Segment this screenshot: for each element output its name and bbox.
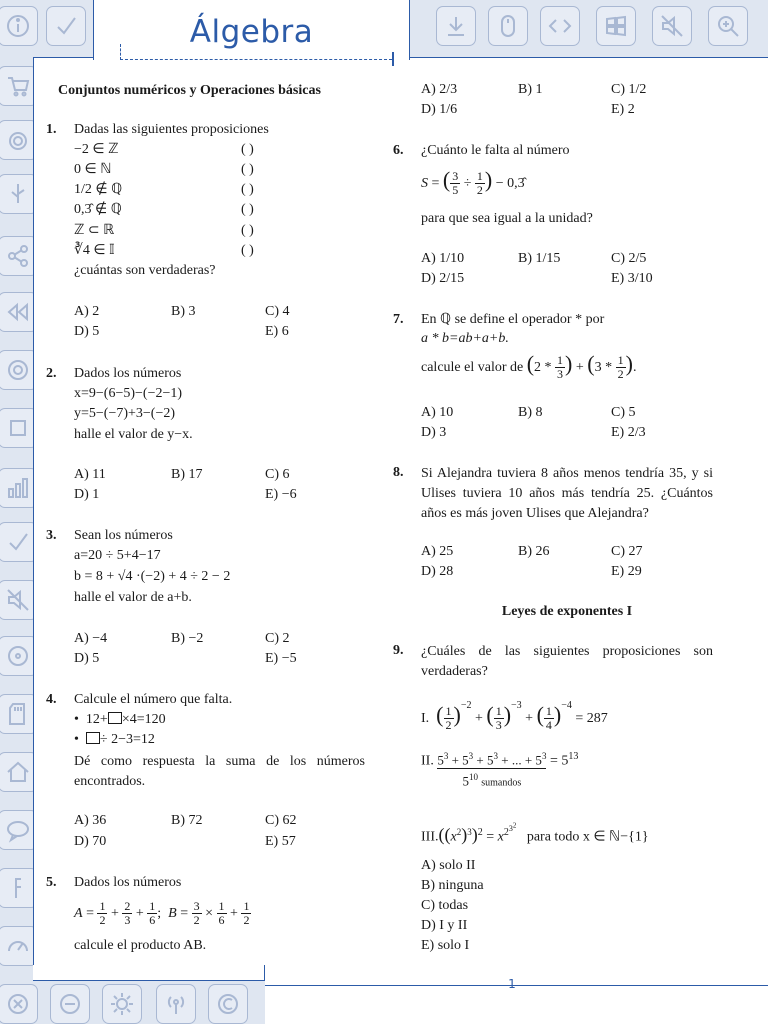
question-ask: Dé como respuesta la suma de los números encontrados. — [74, 754, 365, 789]
answer-option: B) 3 — [171, 304, 196, 319]
zoom-in-icon — [708, 6, 748, 46]
answer-option: E) −6 — [265, 487, 297, 502]
answer-option: B) −2 — [171, 631, 204, 646]
windows-icon — [596, 6, 636, 46]
question-ask: halle el valor de y−x. — [74, 427, 193, 442]
equation-s: S = ( $\frac{3}{5}$ ÷ $\frac{1}{2}$ ) − 0,3̂ — [421, 167, 525, 198]
answer-option: E) 2 — [611, 102, 635, 117]
answer-blank: ( ) — [241, 162, 254, 177]
equation: y=5−(−7)+3−(−2) — [74, 406, 176, 421]
info-icon — [0, 6, 38, 46]
answer-option: C) 1/2 — [611, 82, 647, 97]
minus-icon — [50, 984, 90, 1024]
question-number: 8. — [393, 465, 404, 480]
equation-a-b: A = $\frac{1}{2}$ + $\frac{2}{3}$ + $\frac{1}{6}$ ; B = $\frac{3}{2}$ × $\frac{1}{6}$ + $\frac{1}{2}$ — [74, 899, 250, 928]
question-number: 9. — [393, 643, 404, 658]
title-dashed-rule — [120, 59, 392, 60]
page-number: 1 — [508, 977, 516, 991]
question-number: 7. — [393, 312, 404, 327]
answer-option: B) 8 — [518, 405, 543, 420]
answer-option: E) 29 — [611, 564, 642, 579]
answer-blank: ( ) — [241, 182, 254, 197]
copyright-icon — [208, 984, 248, 1024]
question-number: 3. — [46, 528, 57, 543]
answer-option: A) 2/3 — [421, 82, 458, 97]
page-sheet-bottom — [33, 965, 265, 981]
answer-option: D) 2/15 — [421, 271, 465, 286]
equation: a=20 ÷ 5+4−17 — [74, 548, 161, 563]
answer-option: D) 3 — [421, 425, 447, 440]
answer-option: D) 5 — [74, 324, 100, 339]
question-stem: Calcule el número que falta. — [74, 692, 233, 707]
section-heading: Leyes de exponentes I — [501, 604, 633, 619]
question-number: 1. — [46, 122, 57, 137]
bullet-icon: • — [74, 732, 86, 747]
sun-icon — [102, 984, 142, 1024]
answer-option: A) solo II — [421, 858, 476, 873]
proposition: ℤ ⊂ ℝ — [74, 223, 115, 238]
answer-option: A) 25 — [421, 544, 454, 559]
question-stem: Dados los números — [74, 875, 182, 890]
question-ask-expression: calcule el valor de (2 * $\frac{1}{3}$ ) + (3 * $\frac{1}{2}$ ). — [421, 351, 637, 382]
operator-definition: a * b=ab+a+b. — [421, 331, 509, 346]
proposition: ∛4 ∈ 𝕀 — [74, 243, 115, 258]
answer-option: B) 72 — [171, 813, 203, 828]
proposition: −2 ∈ ℤ — [74, 142, 119, 157]
answer-option: E) 3/10 — [611, 271, 653, 286]
question-number: 6. — [393, 143, 404, 158]
answer-option: C) 2 — [265, 631, 290, 646]
answer-option: C) 5 — [611, 405, 636, 420]
answer-blank: ( ) — [241, 142, 254, 157]
question-ask: ¿cuántas son verdaderas? — [74, 263, 216, 278]
answer-blank: ( ) — [241, 202, 254, 217]
answer-option: D) 70 — [74, 834, 107, 849]
question-stem: Dados los números — [74, 366, 182, 381]
question-number: 5. — [46, 875, 57, 890]
proposition: 1/2 ∉ ℚ — [74, 182, 123, 197]
answer-option: B) 26 — [518, 544, 550, 559]
answer-option: C) todas — [421, 898, 469, 913]
proposition-iii: $III.((x^2)^3)^2 = x^{2^{3^2}}$ para todo x ∈ ℕ−{1} — [421, 821, 649, 845]
page-title: Álgebra — [189, 14, 314, 50]
question-ask: calcule el producto AB. — [74, 938, 207, 953]
answer-option: C) 27 — [611, 544, 643, 559]
answer-option: D) 1 — [74, 487, 100, 502]
question-stem: ¿Cuánto le falta al número — [421, 143, 570, 158]
answer-option: D) I y II — [421, 918, 468, 933]
answer-option: B) 1/15 — [518, 251, 561, 266]
bullet-equation: • 12+ ×4=120 — [74, 712, 166, 727]
code-icon — [540, 6, 580, 46]
title-tick-mark — [392, 52, 394, 66]
answer-option: C) 6 — [265, 467, 290, 482]
download-icon — [436, 6, 476, 46]
equation: b = 8 + √4 ·(−2) + 4 ÷ 2 − 2 — [74, 569, 231, 584]
answer-option: B) 1 — [518, 82, 543, 97]
answer-option: A) −4 — [74, 631, 108, 646]
section-heading: Conjuntos numéricos y Operaciones básicas — [58, 83, 321, 98]
blank-box — [108, 712, 122, 724]
answer-option: E) 57 — [265, 834, 296, 849]
question-stem: Si Alejandra tuviera 8 años menos tendría 35, y si Ulises tuviera 10 años más tendría 25. ¿Cuántos años es más joven Ulises que Alejandra? — [421, 466, 713, 521]
answer-option: E) −5 — [265, 651, 297, 666]
proposition: 0,3̂ ∉ ℚ — [74, 202, 122, 217]
answer-option: A) 2 — [74, 304, 100, 319]
question-stem: ¿Cuáles de las siguientes proposiciones son verdaderas? — [421, 644, 713, 679]
answer-option: A) 11 — [74, 467, 106, 482]
mouse-icon — [488, 6, 528, 46]
broadcast-icon — [156, 984, 196, 1024]
question-ask: halle el valor de a+b. — [74, 590, 192, 605]
answer-option: D) 5 — [74, 651, 100, 666]
question-ask: para que sea igual a la unidad? — [421, 211, 593, 226]
answer-option: E) solo I — [421, 938, 470, 953]
answer-option: E) 6 — [265, 324, 289, 339]
mute-icon — [652, 6, 692, 46]
checkmark-icon — [46, 6, 86, 46]
proposition-ii: II. $5^3 + 5^3 + 5^3$ + ... + $5^3$ $5^{10}$ sumandos = $5^{13}$ — [421, 748, 578, 792]
answer-option: A) 1/10 — [421, 251, 465, 266]
bullet-equation: • ÷ 2−3=12 — [74, 732, 155, 747]
bullet-icon: • — [74, 712, 86, 727]
question-stem: Dadas las siguientes proposiciones — [74, 122, 269, 137]
question-stem: En ℚ se define el operador * por — [421, 312, 605, 327]
answer-option: B) ninguna — [421, 878, 484, 893]
title-dashed-rule-left — [120, 44, 121, 60]
question-number: 2. — [46, 366, 57, 381]
answer-option: E) 2/3 — [611, 425, 646, 440]
answer-option: C) 2/5 — [611, 251, 647, 266]
close-icon — [0, 984, 38, 1024]
answer-option: D) 28 — [421, 564, 454, 579]
question-stem: Sean los números — [74, 528, 173, 543]
answer-option: B) 17 — [171, 467, 203, 482]
page-footer-area — [265, 965, 768, 1024]
answer-option: D) 1/6 — [421, 102, 458, 117]
proposition-i: I. ( $\frac{1}{2}$ )$^{-2}$ + ( $\frac{1}{3}$ )$^{-3}$ + ( $\frac{1}{4}$ )$^{-4}$ = 287 — [421, 700, 608, 733]
proposition: 0 ∈ ℕ — [74, 162, 112, 177]
question-number: 4. — [46, 692, 57, 707]
equation: x=9−(6−5)−(−2−1) — [74, 386, 183, 401]
answer-option: C) 4 — [265, 304, 290, 319]
blank-box — [86, 732, 100, 744]
answer-blank: ( ) — [241, 243, 254, 258]
answer-option: C) 62 — [265, 813, 297, 828]
answer-option: A) 36 — [74, 813, 107, 828]
answer-blank: ( ) — [241, 223, 254, 238]
answer-option: A) 10 — [421, 405, 454, 420]
